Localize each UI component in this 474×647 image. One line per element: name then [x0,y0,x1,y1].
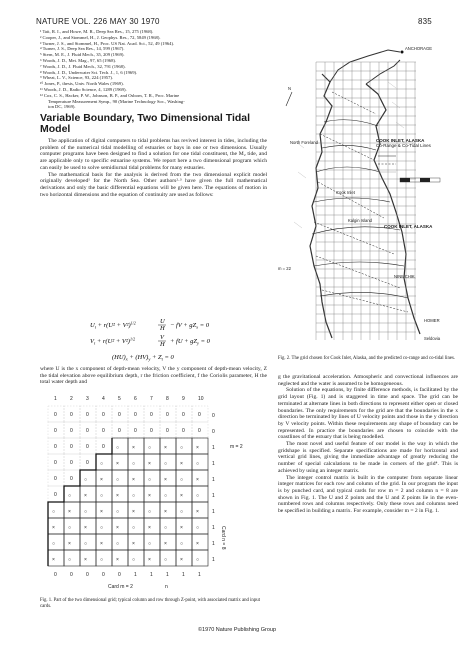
grid-cell [160,470,176,486]
north-arrow-icon [286,86,292,106]
grid-point-symbol: ○ [84,509,88,515]
grid-cell [112,454,128,470]
grid-cell [192,438,208,454]
grid-point-symbol: × [132,445,135,451]
grid-point-symbol: × [180,525,183,531]
grid-column-number: 8 [166,396,169,402]
grid-column-number: 1 [54,396,57,402]
grid-point-symbol: × [68,509,71,515]
card-m-digit: 1 [150,572,153,578]
grid-cell [144,518,160,534]
grid-column-number: 4 [102,396,105,402]
grid-cell [128,470,144,486]
grid-cell [144,470,160,486]
grid-cell [128,518,144,534]
grid-zero: 0 [118,428,121,434]
grid-cell [160,438,176,454]
svg-text:+ fU + gZy = 0: + fU + $gZ_y = 0$ [170,338,210,346]
grid-zero: 0 [182,412,185,418]
grid-zero: 0 [86,460,89,466]
figure-2-caption: Fig. 2. The grid chosen for Cook Inlet, Alaska, and the predicted co-range and co-tidal lines. [278,356,456,361]
grid-point-symbol: ○ [164,557,168,563]
reference-item: ⁵ Stern, M. E., J. Fluid Mech., 35, 209 (1969). [40,52,125,58]
card-m-digit: 1 [166,572,169,578]
equation-2 [90,333,210,349]
grid-cell [160,454,176,470]
reference-item: ¹¹ Woods, J. D., Radio Science, 4, 1289 (1969). [40,86,127,92]
grid-point-symbol: ○ [68,525,72,531]
grid-zero: 0 [182,428,185,434]
grid-zero: 0 [54,412,57,418]
reference-item: ⁹ Wheat, L. V., Science, 93, 224 (1957). [40,75,114,81]
grid-zero: 0 [134,412,137,418]
right-paragraph: g the gravitational acceleration. Atmospheric and convectional influences are neglected and the water is assumed to be homogeneous. [278,374,458,387]
grid-zero: 0 [54,460,57,466]
card-m-digit: 1 [134,572,137,578]
grid-cell [128,486,144,502]
grid-point-symbol: × [116,557,119,563]
grid-zero: 0 [54,492,57,498]
grid-cell [128,534,144,550]
grid-point-symbol: ○ [100,525,104,531]
grid-point-symbol: × [84,493,87,499]
copyright-footer: ©1970 Nature Publishing Group [197,627,277,633]
grid-point-symbol: × [180,493,183,499]
definitions-paragraph [40,366,267,386]
grid-zero: 0 [198,412,201,418]
grid-point-symbol: ○ [68,493,72,499]
grid-point-symbol: ○ [148,445,152,451]
grid-zero: 0 [134,428,137,434]
basis-paragraph: The mathematical basis for the analysis is derived from the two dimensional explicit model originally developed¹ for the North Sea. Other authors²·³ have given the full mathematical derivations and only the basic differential equations will be given here. The equations of motion in two horizontal dimensions and the equation of continuity are used as follows: [40,171,267,198]
grid-point-symbol: ○ [116,541,120,547]
m-row-label: m = 2 [230,444,243,450]
grid-cell [48,534,64,550]
grid-cell [48,518,64,534]
card-n-digit: 1 [212,525,215,531]
equation-1 [90,317,210,333]
grid-point-symbol: × [116,525,119,531]
grid-cell [112,502,128,518]
legend-subtitle: Co-Range & Co-Tidal Lines [376,143,431,148]
grid-point-symbol: ○ [196,525,200,531]
grid-point-symbol: ○ [52,509,56,515]
place-north-foreland: North Foreland [290,140,318,145]
grid-point-symbol: × [164,445,167,451]
grid-cell [96,470,112,486]
grid-zero: 0 [54,428,57,434]
place-homer: HOMER [424,318,440,323]
grid-cell [112,470,128,486]
m-index-label: m = 22 [278,266,291,271]
place-kalgin-island: Kalgin Island [348,218,372,223]
grid-zero: 0 [150,428,153,434]
grid-cell [64,486,80,502]
place-cook-inlet: Cook Inlet [336,190,355,195]
grid-cell [128,454,144,470]
grid-cell [96,550,112,566]
grid-point-symbol: ○ [100,557,104,563]
reference-item: ³ Turner, J. S., and Stommel, H., Proc. US Nat. Acad. Sci., 52, 49 (1964). [40,40,175,46]
card-m-digit: 0 [102,572,105,578]
reference-item: ⁷ Woods, J. D., J. Fluid Mech., 32, 791 (1968). [40,63,126,69]
grid-cell [96,486,112,502]
card-m-digit: 0 [70,572,73,578]
place-anchorage: ANCHORAGE [405,46,432,51]
grid-cell [160,486,176,502]
grid-point-symbol: ○ [196,493,200,499]
place-ninilchik: NINILCHIK [394,274,415,279]
intro-paragraph: The application of digital computers to tidal problems has revived interest in tides, including the problem of the numerical tidal modelling of estuaries or bays in one or two dimensions. Usually computer programs have been designed to find a solution for one tidal constituent, the M₂ tide, and are applicable only to specific estuarine systems. We report here a two dimensional program which can easily be used to solve semidiurnal tidal problems for many estuaries. [40,138,267,171]
grid-point-symbol: × [68,541,71,547]
reference-item: ton DC, 1969). [48,104,76,110]
grid-cell [128,502,144,518]
grid-cell [144,454,160,470]
grid-point-symbol: ○ [84,541,88,547]
grid-column-number: 9 [182,396,185,402]
equation-3 [112,350,202,364]
grid-cell [144,486,160,502]
grid-zero: 0 [166,428,169,434]
grid-cell [192,534,208,550]
grid-zero: 0 [102,444,105,450]
grid-zero: 0 [70,428,73,434]
card-m-digit: 1 [182,572,185,578]
grid-cell [64,534,80,550]
grid-cell [160,518,176,534]
grid-cell [96,534,112,550]
grid-cell [176,438,192,454]
svg-text:− fV + gZx = 0: − fV + $gZ_x = 0$ [170,322,210,330]
map-scale-label: COOK INLET, ALASKA [384,224,433,229]
grid-zero: 0 [198,428,201,434]
coastline-north-arm [330,50,400,84]
grid-cell [96,454,112,470]
grid-point-symbol: × [132,541,135,547]
grid-zero: 0 [70,412,73,418]
equation-2-svg [90,333,210,347]
legend-title: COOK INLET, ALASKA [376,138,425,143]
grid-cell [144,550,160,566]
article-title: Variable Boundary, Two Dimensional Tidal Model [40,112,251,135]
grid-cell [144,534,160,550]
card-n-digit: 0 [212,429,215,435]
grid-point-symbol: × [132,477,135,483]
grid-point-symbol: × [164,541,167,547]
grid-zero: 0 [102,428,105,434]
grid-point-symbol: ○ [132,525,136,531]
reference-item: ¹ Tait, R. I., and Howe, M. R., Deep Sea Res., 15, 275 (1968). [40,29,154,34]
grid-cell [192,518,208,534]
card-n-label: Card n = 8 [220,526,226,550]
grid-point-symbol: ○ [180,541,184,547]
grid-point-symbol: ○ [116,445,120,451]
grid-cell [96,502,112,518]
card-m-digit: 0 [86,572,89,578]
svg-text:Vt + r(U² + V²)1/2: $V_t + r(U^2 + V^2)^{1/2}$ [90,336,136,346]
n-column-label: n [165,584,168,590]
svg-text:Ut + r(U² + V²)1/2: $U_t + r(U^2 + V^2)^{1/2}$ [90,320,136,330]
grid-zero: 0 [54,444,57,450]
grid-point-symbol: × [196,509,199,515]
grid-cell [160,502,176,518]
grid-cell [192,502,208,518]
svg-text:H: H [160,325,165,331]
grid-cell [128,438,144,454]
card-n-digit: 1 [212,509,215,515]
coastline-east [366,84,420,334]
card-m-digit: 0 [54,572,57,578]
figure-1-caption: Fig. 1. Part of the two dimensional grid; typical column and row through Z-point, with associated matrix and input cards. [40,598,260,609]
card-m-digit: 1 [198,572,201,578]
grid-zero: 0 [166,412,169,418]
grid-point-symbol: × [164,509,167,515]
grid-zero: 0 [118,412,121,418]
grid-cell [160,550,176,566]
grid-cell [80,486,96,502]
grid-point-symbol: ○ [84,477,88,483]
grid-cell [80,534,96,550]
grid-cell [192,550,208,566]
grid-point-symbol: × [52,525,55,531]
card-n-digit: 1 [212,541,215,547]
reference-item: ⁸ Woods, J. D., Underwater Sci. Tech. J., 1, 6 (1969). [40,69,138,75]
grid-column-number: 7 [150,396,153,402]
figure-1-grid [36,392,268,598]
grid-cell [144,438,160,454]
grid-zero: 0 [86,428,89,434]
grid-cell [96,518,112,534]
grid-point-symbol: ○ [68,557,72,563]
right-column-text [278,374,458,515]
grid-cell [48,550,64,566]
grid-point-symbol: ○ [116,477,120,483]
card-n-digit: 1 [212,477,215,483]
grid-zero: 0 [70,444,73,450]
grid-point-symbol: ○ [148,509,152,515]
grid-point-symbol: ○ [100,461,104,467]
grid-point-symbol: ○ [132,461,136,467]
equation-1-svg [90,317,210,331]
grid-point-symbol: ○ [148,541,152,547]
grid-point-symbol: ○ [164,525,168,531]
grid-cell [192,486,208,502]
grid-column-number: 3 [86,396,89,402]
grid-point-symbol: × [84,557,87,563]
grid-cell [176,502,192,518]
grid-cell [176,550,192,566]
grid-cell [160,534,176,550]
grid-point-symbol: × [196,541,199,547]
reference-item: Temperature Measurement Symp., 90 (Marine Technology Soc., Washing- [48,98,185,104]
grid-cell [176,486,192,502]
grid-cell [80,470,96,486]
svg-text:U: U [160,318,165,325]
grid-zero: 0 [54,476,57,482]
grid-point-symbol: ○ [164,493,168,499]
grid-point-symbol: × [148,461,151,467]
place-seldovia: Seldovia [424,336,441,341]
grid-cell [128,550,144,566]
grid-cell [192,470,208,486]
card-n-digit: 1 [212,557,215,563]
grid-point-symbol: ○ [132,493,136,499]
grid-cell [176,454,192,470]
grid-point-symbol: ○ [180,509,184,515]
grid-cell [80,550,96,566]
grid-point-symbol: × [100,541,103,547]
definitions-text: where U is the x component of depth-mean velocity, V the y component of depth-mean velocity, Z the tidal elevation above equilibrium depth, r the friction coefficient, f the Coriolis parameter, H the total water depth and [40,366,267,386]
reference-item: ² Cooper, J., and Stommel, H., J. Geophys. Res., 72, 5849 (1968). [40,34,161,40]
grid-point-symbol: ○ [52,541,56,547]
grid-cell [80,518,96,534]
reference-list [40,29,260,110]
card-m-digit: 0 [118,572,121,578]
model-grid [316,62,416,340]
grid-point-symbol: × [116,461,119,467]
grid-cell [112,550,128,566]
grid-point-symbol: × [164,477,167,483]
grid-point-symbol: × [196,477,199,483]
grid-zero: 0 [86,412,89,418]
grid-cell [48,502,64,518]
grid-cell [192,454,208,470]
reference-item: ⁴ Turner, J. S., Deep Sea Res., 14, 599 (1967). [40,46,125,52]
grid-point-symbol: × [180,557,183,563]
grid-column-number: 2 [70,396,73,402]
grid-cell [112,518,128,534]
grid-column-number: 10 [198,396,204,402]
svg-text:H: H [160,341,165,347]
grid-cell [176,470,192,486]
grid-point-symbol: ○ [116,509,120,515]
grid-cell [64,502,80,518]
journal-header: NATURE VOL. 226 MAY 30 1970 [36,17,160,26]
grid-cell [112,534,128,550]
grid-cell [80,502,96,518]
right-paragraph: Solution of the equations, by finite difference methods, is facilitated by the grid layout (Fig. 1) and is staggered in time and space. The grid can be terminated at alternate lines in both directions to represent either open or closed boundaries. The only requirements for the grid are that the boundaries in the x direction be terminated by lines of U velocity points and those in the y direction by V velocity points. Within these requirements any shape of boundary can be represented. In practice the boundaries are chosen to coincide with the coastlines of the estuary that is being modelled. [278,387,458,441]
grid-point-symbol: × [148,525,151,531]
grid-point-symbol: ○ [148,477,152,483]
grid-point-symbol: × [180,461,183,467]
reference-item: ⁶ Woods, J. D., Met. Mag., 97, 65 (1968). [40,57,117,63]
legend-symbols [376,148,456,188]
grid-zero: 0 [102,412,105,418]
grid-zero: 0 [70,476,73,482]
grid-cell [64,518,80,534]
svg-text:N: N [288,86,292,91]
svg-text:V: V [160,334,164,341]
grid-column-number: 5 [118,396,121,402]
anchorage-marker [401,51,404,54]
svg-text:(HU)x + (HV)y + Zt = 0: $(HU)_x + (HV)_y + Z_t = 0$ [112,354,174,362]
grid-point-symbol: ○ [164,461,168,467]
grid-cell [144,502,160,518]
left-column-text [40,138,267,198]
grid-cell [176,518,192,534]
grid-point-symbol: × [100,509,103,515]
figure-1 [36,392,268,603]
grid-point-symbol: × [148,493,151,499]
card-n-digit: 1 [212,493,215,499]
grid-point-symbol: × [84,525,87,531]
right-paragraph: The most novel and useful feature of our model is the way in which the gridshape is specified. Separate specifications are made for horizontal and vertical grid lines, giving the immediate advantage of greatly reducing the number of special calculations to be made in corners of the grid⁴. This is achieved by using an integer matrix. [278,441,458,474]
grid-zero: 0 [150,412,153,418]
grid-cell [176,534,192,550]
card-n-digit: 1 [212,445,215,451]
grid-point-symbol: ○ [180,445,184,451]
reference-item: ¹⁰ Jones, P., thesis, Univ. North Wales (1969). [40,81,124,87]
grid-point-symbol: × [116,493,119,499]
card-n-digit: 0 [212,413,215,419]
card-m-label: Card m = 2 [108,584,133,590]
right-paragraph: The integer control matrix is built in the computer from separate linear integer matrices for each row and column of the grid. In our program the input is by punched card, and typical cards for row m = 2 and column n = 8 are shown in Fig. 1. The U and Z points and the U and Z points lie in the even-numbered rows and columns respectively. Only these rows and columns need be specified in building a matrix. For example, consider m = 2 in Fig. 1. [278,474,458,515]
reference-item: ¹² Cox, C. S., Hacker, P. W., Johnson, B. P., and Osborn, T. R., Proc. Marine [40,92,180,98]
grid-point-symbol: × [100,477,103,483]
grid-cell [112,438,128,454]
grid-point-symbol: ○ [196,461,200,467]
grid-point-symbol: ○ [100,493,104,499]
grid-point-symbol: ○ [180,477,184,483]
grid-point-symbol: × [148,557,151,563]
grid-point-symbol: × [196,445,199,451]
grid-cell [64,550,80,566]
grid-cell [112,486,128,502]
grid-point-symbol: ○ [196,557,200,563]
page-number: 835 [418,17,432,26]
grid-point-symbol: × [52,557,55,563]
grid-column-number: 6 [134,396,137,402]
grid-zero: 0 [70,460,73,466]
map-legend [376,138,456,193]
grid-zero: 0 [86,444,89,450]
grid-point-symbol: × [132,509,135,515]
card-n-digit: 1 [212,461,215,467]
grid-point-symbol: ○ [132,557,136,563]
equation-3-svg [112,350,202,362]
